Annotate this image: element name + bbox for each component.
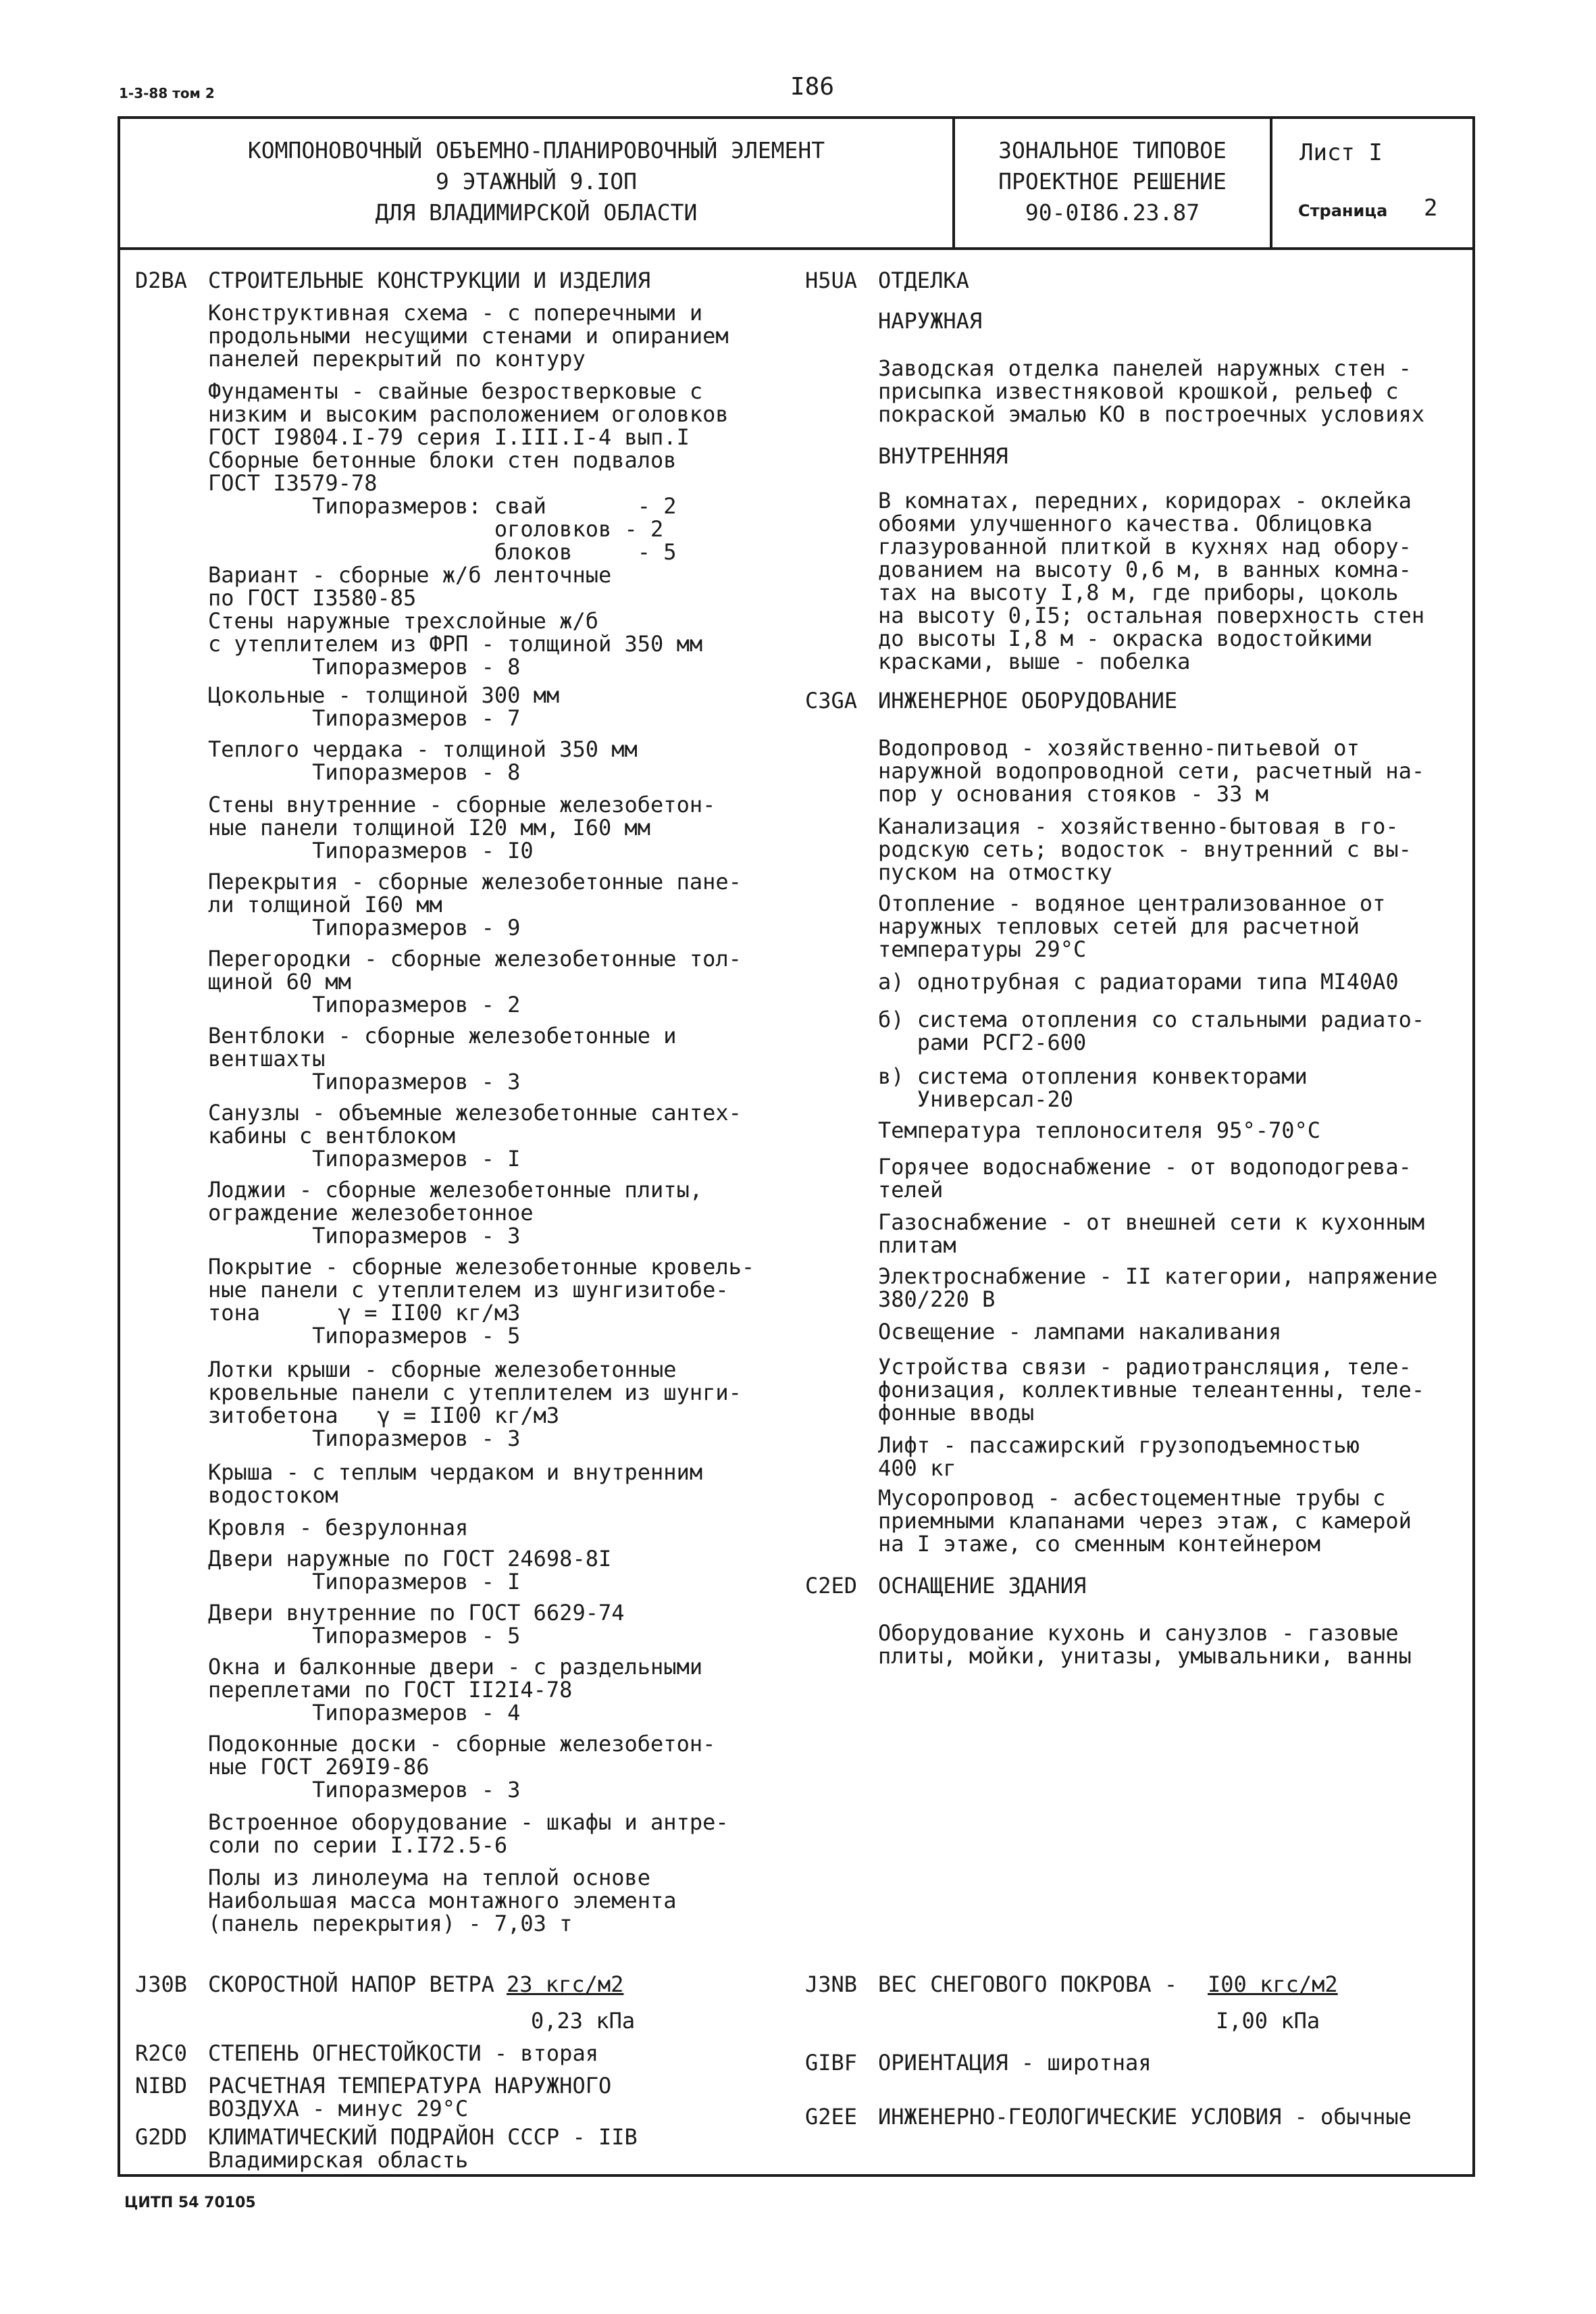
left-paragraph: Полы из линолеума на теплой основе Наибольшая масса монтажного элемента (панель перекрытия) - 7,03 т xyxy=(208,1865,677,1936)
header-project-line: 90-0I86.23.87 xyxy=(1025,199,1200,226)
left-paragraph: Двери внутренние по ГОСТ 6629-74 Типоразмеров - 5 xyxy=(208,1600,625,1649)
header-project xyxy=(956,135,1268,228)
left-paragraph: Конструктивная схема - с поперечными и продольными несущими стенами и опиранием панелей перекрытий по контуру xyxy=(208,300,729,372)
left-paragraph: Стены внутренние - сборные железобетон- ные панели толщиной I20 мм, I60 мм Типоразмеров - I0 xyxy=(208,792,716,863)
right-paragraph: Лифт - пассажирский грузоподъемностью 400 кг xyxy=(878,1432,1360,1481)
right-paragraph: Газоснабжение - от внешней сети к кухонным плитам xyxy=(878,1209,1425,1258)
frame-left-line xyxy=(118,116,120,2177)
footer-stamp: ЦИТП 54 70105 xyxy=(124,2194,256,2211)
left-paragraph: Крыша - с теплым чердаком и внутренним водостоком xyxy=(208,1459,703,1508)
left-paragraph: Окна и балконные двери - с раздельными переплетами по ГОСТ II2I4-78 Типоразмеров - 4 xyxy=(208,1654,703,1726)
climate-subregion: КЛИМАТИЧЕСКИЙ ПОДРАЙОН СССР - IIВ Владимирская область xyxy=(208,2124,638,2173)
wind-value: 23 кгс/м2 xyxy=(507,1971,624,1997)
left-paragraph: Вентблоки - сборные железобетонные и вентшахты Типоразмеров - 3 xyxy=(208,1023,677,1095)
header-title-line: 9 ЭТАЖНЫЙ 9.IОП xyxy=(435,168,637,195)
right-paragraph: Мусоропровод - асбестоцементные трубы с приемными клапанами через этаж, с камерой на I этаже, со сменным контейнером xyxy=(878,1485,1412,1557)
right-paragraph: Оборудование кухонь и санузлов - газовые плиты, мойки, унитазы, умывальники, ванны xyxy=(878,1620,1412,1669)
wind-kpa: 0,23 кПа xyxy=(531,2008,636,2034)
right-paragraph: Отопление - водяное централизованное от наружных тепловых сетей для расчетной температуры 29°С xyxy=(878,890,1386,962)
geological-conditions: ИНЖЕНЕРНО-ГЕОЛОГИЧЕСКИЕ УСЛОВИЯ - обычные xyxy=(878,2104,1412,2130)
param-code: R2C0 xyxy=(135,2040,188,2066)
section-code: C3GA xyxy=(805,688,858,713)
right-paragraph: Заводская отделка панелей наружных стен - присыпка известняковой крошкой, рельеф с покраской эмалью КО в построечных условиях xyxy=(878,355,1425,427)
section-title: СТРОИТЕЛЬНЫЕ КОНСТРУКЦИИ И ИЗДЕЛИЯ xyxy=(208,268,651,293)
left-paragraph: Перегородки - сборные железобетонные тол- щиной 60 мм Типоразмеров - 2 xyxy=(208,946,742,1017)
left-paragraph: Лотки крыши - сборные железобетонные кровельные панели с утеплителем из шунги- зитобетона γ = II00 кг/м3 Типоразмеров - 3 xyxy=(208,1357,742,1451)
right-paragraph: Канализация - хозяйственно-бытовая в го- родскую сеть; водосток - внутренний с вы- пуском на отмостку xyxy=(878,813,1412,885)
section-code: H5UA xyxy=(805,268,858,293)
header-title-line: ДЛЯ ВЛАДИМИРСКОЙ ОБЛАСТИ xyxy=(375,199,698,226)
frame-bottom-line xyxy=(118,2174,1475,2177)
section-code: D2BA xyxy=(135,268,188,293)
right-paragraph: Освещение - лампами накаливания xyxy=(878,1319,1282,1344)
right-paragraph: Электроснабжение - II категории, напряжение 380/220 В xyxy=(878,1263,1438,1312)
orientation: ОРИЕНТАЦИЯ - широтная xyxy=(878,2050,1152,2076)
subsection-title: НАРУЖНАЯ xyxy=(878,308,983,334)
header-divider-1 xyxy=(952,116,955,250)
fire-resistance: СТЕПЕНЬ ОГНЕСТОЙКОСТИ - вторая xyxy=(208,2040,598,2066)
left-paragraph: Перекрытия - сборные железобетонные пане- ли толщиной I60 мм Типоразмеров - 9 xyxy=(208,869,742,940)
doc-ref: 1-3-88 том 2 xyxy=(119,85,215,101)
design-temperature: РАСЧЕТНАЯ ТЕМПЕРАТУРА НАРУЖНОГО ВОЗДУХА - минус 29°С xyxy=(208,2073,612,2121)
right-paragraph: б) система отопления со стальными радиато- рами РСГ2-600 xyxy=(878,1007,1425,1055)
param-code: NIBD xyxy=(135,2073,188,2098)
left-paragraph: Фундаменты - свайные безростверковые с низким и высоким расположением оголовков ГОСТ I9804.I-79 серия I.III.I-4 вып.I Сборные бетонные блоки стен подвалов ГОСТ I3579-78 Типоразмеров: свай - 2 оголовков - 2 блоков - 5 Вариант - сборные ж/б ленточные по ГОСТ I3580-85 Стены наружные трехслойные ж/б с утеплителем из ФРП - толщиной 350 мм Типоразмеров - 8 xyxy=(208,378,729,680)
left-paragraph: Теплого чердака - толщиной 350 мм Типоразмеров - 8 xyxy=(208,736,638,785)
page-value: 2 xyxy=(1424,195,1438,222)
snow-label: ВЕС СНЕГОВОГО ПОКРОВА - xyxy=(878,1971,1178,1997)
left-paragraph: Цокольные - толщиной 300 мм Типоразмеров - 7 xyxy=(208,682,560,731)
snow-value: I00 кгс/м2 xyxy=(1208,1971,1338,1997)
param-code: GIBF xyxy=(805,2050,858,2076)
left-paragraph: Подоконные доски - сборные железобетон- ные ГОСТ 269I9-86 Типоразмеров - 3 xyxy=(208,1731,716,1803)
sheet-label: Лист I xyxy=(1299,139,1383,166)
section-title: ОСНАЩЕНИЕ ЗДАНИЯ xyxy=(878,1573,1087,1599)
param-code: G2DD xyxy=(135,2124,188,2150)
section-code: C2ED xyxy=(805,1573,858,1599)
right-paragraph: а) однотрубная с радиаторами типа МI40А0 xyxy=(878,969,1399,995)
left-paragraph: Кровля - безрулонная xyxy=(208,1515,469,1540)
param-code: J30B xyxy=(135,1971,188,1997)
section-title: ОТДЕЛКА xyxy=(878,268,969,293)
snow-kpa: I,00 кПа xyxy=(1216,2008,1320,2034)
header-title xyxy=(122,135,951,228)
left-paragraph: Лоджии - сборные железобетонные плиты, ограждение железобетонное Типоразмеров - 3 xyxy=(208,1177,703,1249)
param-code: G2EE xyxy=(805,2104,858,2130)
header-title-line: КОМПОНОВОЧНЫЙ ОБЪЕМНО-ПЛАНИРОВОЧНЫЙ ЭЛЕМЕНТ xyxy=(247,137,825,164)
right-paragraph: Водопровод - хозяйственно-питьевой от наружной водопроводной сети, расчетный на- пор у основания стояков - 33 м xyxy=(878,735,1425,807)
right-paragraph: В комнатах, передних, коридорах - оклейка обоями улучшенного качества. Облицовка глазурованной плиткой в кухнях над обору- дованием на высоту 0,6 м, в ванных комна- тах на высоту I,8 м, где приборы, цоколь на высоту 0,I5; остальная поверхность стен до высоты I,8 м - окраска водостойкими красками, выше - побелка xyxy=(878,488,1425,674)
header-divider-2 xyxy=(1270,116,1272,250)
wind-label: СКОРОСТНОЙ НАПОР ВЕТРА xyxy=(208,1971,494,1997)
header-project-line: ЗОНАЛЬНОЕ ТИПОВОЕ xyxy=(998,137,1227,164)
right-paragraph: Температура теплоносителя 95°-70°С xyxy=(878,1117,1321,1143)
right-paragraph: в) система отопления конвекторами Универсал-20 xyxy=(878,1063,1308,1112)
right-paragraph: Устройства связи - радиотрансляция, теле- фонизация, коллективные телеантенны, теле- фонные вводы xyxy=(878,1354,1425,1426)
subsection-title: ВНУТРЕННЯЯ xyxy=(878,443,1008,469)
page-label: Страница xyxy=(1298,201,1388,220)
left-paragraph: Встроенное оборудование - шкафы и антре- соли по серии I.I72.5-6 xyxy=(208,1809,729,1858)
frame-right-line xyxy=(1472,116,1475,2177)
section-title: ИНЖЕНЕРНОЕ ОБОРУДОВАНИЕ xyxy=(878,688,1178,713)
page-number: I86 xyxy=(790,73,835,101)
left-paragraph: Покрытие - сборные железобетонные кровель- ные панели с утеплителем из шунгизитобе- тона γ = II00 кг/м3 Типоразмеров - 5 xyxy=(208,1254,755,1349)
header-project-line: ПРОЕКТНОЕ РЕШЕНИЕ xyxy=(998,168,1227,195)
left-paragraph: Санузлы - объемные железобетонные сантех- кабины с вентблоком Типоразмеров - I xyxy=(208,1100,742,1172)
param-code: J3NB xyxy=(805,1971,858,1997)
right-paragraph: Горячее водоснабжение - от водоподогрева- телей xyxy=(878,1154,1412,1203)
left-paragraph: Двери наружные по ГОСТ 24698-8I Типоразмеров - I xyxy=(208,1546,612,1594)
